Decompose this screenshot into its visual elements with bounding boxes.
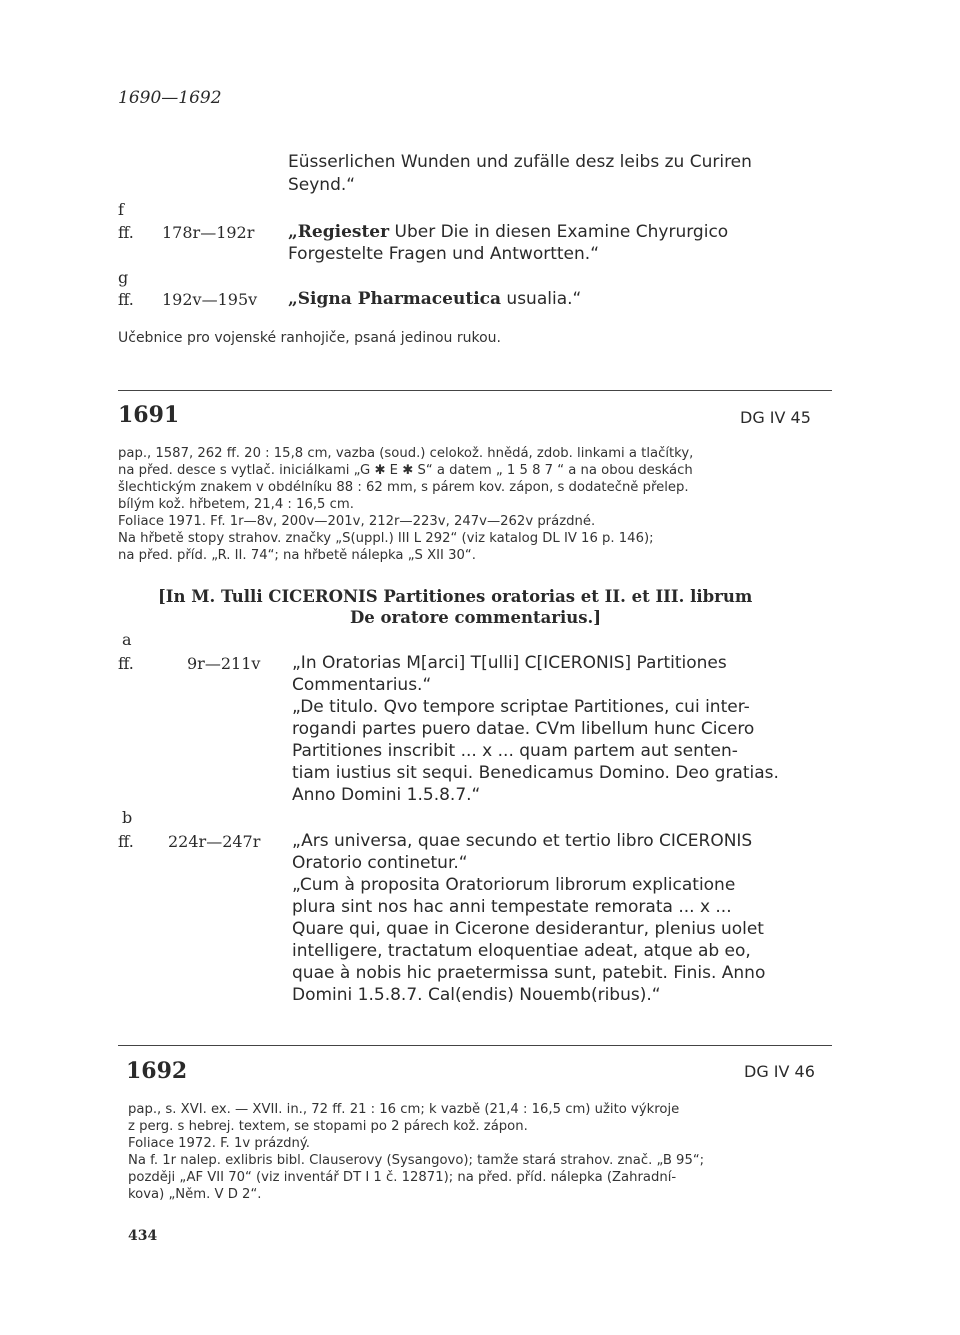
meta-1692-line-4: Na f. 1r nalep. exlibris bibl. Clauserovy (Sysangovo); tamže stará strahov. znač. „B 95“; [128,1153,705,1168]
meta-1691-line-6: Na hřbetě stopy strahov. značky „S(uppl.) III L 292“ (viz katalog DL IV 16 p. 146); [118,531,654,546]
item-b-line-1: „Ars universa, quae secundo et tertio libro CICERONIS [292,831,753,851]
meta-1691-line-3: šlechtickým znakem v obdélníku 88 : 62 mm, s párem kov. zápon, s dodatečně přelep. [118,480,689,495]
entry-signature-1692: DG IV 46 [744,1062,815,1081]
item-g-line-1 [288,289,581,309]
meta-1691-line-5: Foliace 1971. Ff. 1r—8v, 200v—201v, 212r—223v, 247v—262v prázdné. [118,514,596,529]
meta-1692-line-1: pap., s. XVI. ex. — XVII. in., 72 ff. 21 : 16 cm; k vazbě (21,4 : 16,5 cm) užito výkroje [128,1102,680,1117]
title-1691-line-1: [In M. Tulli CICERONIS Partitiones oratorias et II. et III. librum [158,587,753,606]
meta-1691-line-7: na před. příd. „R. II. 74“; na hřbetě nálepka „S XII 30“. [118,548,476,563]
meta-1691-line-1: pap., 1587, 262 ff. 20 : 15,8 cm, vazba (soud.) celokož. hnědá, zdob. linkami a tlačítky, [118,446,694,461]
prev-entry-note: Učebnice pro vojenské ranhojiče, psaná jedinou rukou. [118,330,501,346]
prev-entry-line-1: Eüsserlichen Wunden und zufälle desz leibs zu Curiren [288,152,752,172]
item-a-line-4: rogandi partes puero datae. CVm libellum hunc Cicero [292,719,755,739]
item-letter-a: a [122,630,132,649]
item-a-range: 9r—211v [187,654,261,673]
page-number: 434 [128,1228,158,1244]
item-b-line-5: Quare qui, quae in Cicerone desiderantur, plenius uolet [292,919,764,939]
item-b-line-6: intelligere, tractatum eloquentiae adeat, atque ab eo, [292,941,751,961]
meta-1692-line-6: kova) „Něm. V D 2“. [128,1187,262,1202]
entry-number-1692: 1692 [126,1058,188,1084]
meta-1692-line-5: později „AF VII 70“ (viz inventář DT I 1 č. 12871); na před. příd. nálepka (Zahradní- [128,1170,677,1185]
item-f-line-2: Forgestelte Fragen und Antwortten.“ [288,244,600,264]
item-f-range: 178r—192r [162,223,255,242]
item-b-line-7: quae à nobis hic praetermissa sunt, patebit. Finis. Anno [292,963,766,983]
item-a-line-7: Anno Domini 1.5.8.7.“ [292,785,481,805]
meta-1692-line-3: Foliace 1972. F. 1v prázdný. [128,1136,310,1151]
prev-entry-line-2: Seynd.“ [288,175,356,195]
item-a-line-3: „De titulo. Qvo tempore scriptae Partitiones, cui inter- [292,697,750,717]
item-a-line-6: tiam iustius sit sequi. Benedicamus Domino. Deo gratias. [292,763,779,783]
item-b-line-2: Oratorio continetur.“ [292,853,468,873]
entry-number-1691: 1691 [118,402,180,428]
item-f-title-bold: „Regiester [288,222,390,242]
page-header-range: 1690—1692 [118,88,222,108]
title-1691-line-2: De oratore commentarius.] [350,608,602,627]
meta-1692-line-2: z perg. s hebrej. textem, se stopami po 2 párech kož. zápon. [128,1119,528,1134]
item-g-title-bold: „Signa Pharmaceutica [288,289,502,309]
meta-1691-line-4: bílým kož. hřbetem, 21,4 : 16,5 cm. [118,497,354,512]
item-b-ff: ff. [118,832,134,851]
item-b-line-4: plura sint nos hac anni tempestate remorata ... x ... [292,897,732,917]
item-f-line-1 [288,222,728,242]
item-letter-f: f [118,200,124,219]
item-b-line-3: „Cum à proposita Oratoriorum librorum explicatione [292,875,736,895]
item-a-line-2: Commentarius.“ [292,675,432,695]
item-letter-b: b [122,808,133,827]
item-f-title-rest: Uber Die in diesen Examine Chyrurgico [389,222,729,242]
item-b-line-8: Domini 1.5.8.7. Cal(endis) Nouemb(ribus).“ [292,985,661,1005]
divider-rule-2 [118,1045,832,1046]
item-f-ff: ff. [118,223,134,242]
item-g-range: 192v—195v [162,290,258,309]
item-letter-g: g [118,268,129,287]
item-a-line-5: Partitiones inscribit ... x ... quam partem aut senten- [292,741,738,761]
entry-signature-1691: DG IV 45 [740,408,811,427]
item-g-title-rest: usualia.“ [501,289,582,309]
item-b-range: 224r—247r [168,832,261,851]
item-a-ff: ff. [118,654,134,673]
item-g-ff: ff. [118,290,134,309]
meta-1691-line-2: na před. desce s vytlač. iniciálkami „G ✱ E ✱ S“ a datem „ 1 5 8 7 “ a na obou deskách [118,463,693,478]
divider-rule [118,390,832,391]
item-a-line-1: „In Oratorias M[arci] T[ulli] C[ICERONIS] Partitiones [292,653,727,673]
